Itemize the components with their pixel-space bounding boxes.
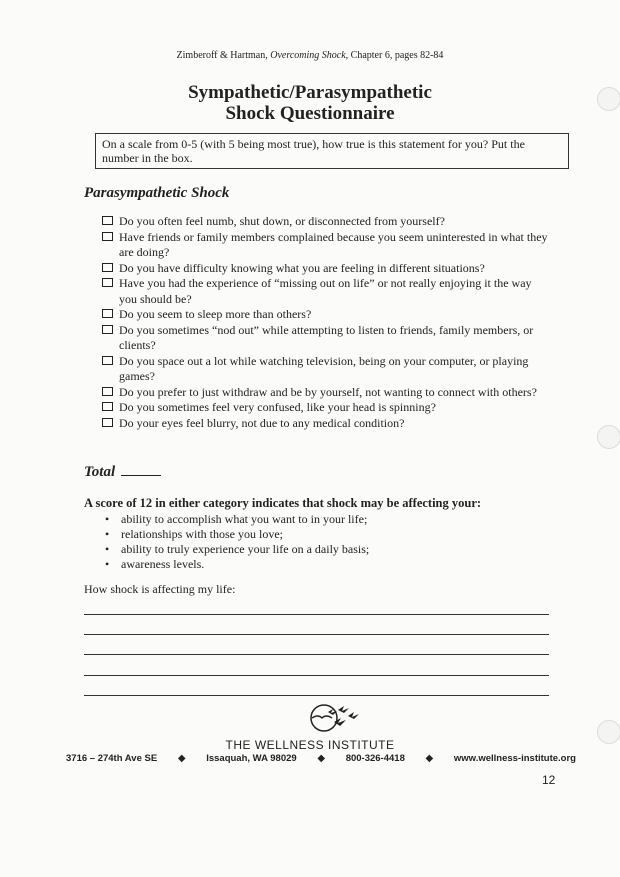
affecting-label: How shock is affecting my life: <box>84 582 236 596</box>
effect-item: • relationships with those you love; <box>105 527 369 542</box>
question-item <box>102 385 552 401</box>
question-text: Do you space out a lot while watching television, being on your computer, or playing games? <box>119 353 529 383</box>
question-text: Do you prefer to just withdraw and be by yourself, not wanting to connect with others? <box>119 384 537 399</box>
question-item <box>102 307 552 323</box>
question-item <box>102 400 552 416</box>
answer-line[interactable] <box>84 634 549 635</box>
question-text: Have friends or family members complained because you seem uninterested in what they are doing? <box>119 229 548 259</box>
diamond-icon: ◆ <box>425 753 434 764</box>
question-text: Do you sometimes feel very confused, like your head is spinning? <box>119 400 436 414</box>
question-item <box>102 323 552 354</box>
effect-item: • ability to truly experience your life on a daily basis; <box>105 542 369 557</box>
city: Issaquah, WA 98029 <box>206 753 297 764</box>
diamond-icon: ◆ <box>177 753 186 764</box>
website-link[interactable]: www.wellness-institute.org <box>453 753 576 764</box>
question-item <box>102 354 552 385</box>
question-item <box>102 276 552 307</box>
answer-line[interactable] <box>84 675 549 676</box>
effect-item: • awareness levels. <box>105 557 369 572</box>
phone: 800-326-4418 <box>345 753 405 764</box>
question-text: Do you sometimes “nod out” while attempting to listen to friends, family members, or clients? <box>119 322 534 352</box>
footer-contact <box>66 753 576 764</box>
question-item <box>102 416 552 432</box>
question-text: Do you seem to sleep more than others? <box>119 307 312 321</box>
answer-checkbox[interactable] <box>102 278 113 287</box>
answer-checkbox[interactable] <box>102 325 113 334</box>
diamond-icon: ◆ <box>317 753 326 764</box>
answer-checkbox[interactable] <box>102 232 113 241</box>
question-item <box>102 230 552 261</box>
answer-checkbox[interactable] <box>102 356 113 365</box>
address: 3716 – 274th Ave SE <box>66 753 158 764</box>
total-label: Total <box>84 464 161 481</box>
citation: Zimberoff & Hartman, Overcoming Shock, Chapter 6, pages 82-84 <box>176 50 444 61</box>
punch-hole <box>597 425 620 449</box>
answer-line[interactable] <box>84 654 549 655</box>
answer-checkbox[interactable] <box>102 402 113 411</box>
total-blank[interactable] <box>121 475 161 476</box>
answer-checkbox[interactable] <box>102 216 113 225</box>
answer-line[interactable] <box>84 695 549 696</box>
question-text: Do you have difficulty knowing what you are feeling in different situations? <box>119 260 485 275</box>
answer-line[interactable] <box>84 614 549 615</box>
section-heading: Parasympathetic Shock <box>84 185 230 201</box>
instruction-box: On a scale from 0-5 (with 5 being most true), how true is this statement for you? Put the number in the box. <box>95 133 569 169</box>
effects-list <box>105 512 369 572</box>
question-list <box>102 214 552 431</box>
score-text: A score of 12 in either category indicates that shock may be affecting your: <box>84 496 482 510</box>
page-title: Sympathetic/Parasympathetic Shock Questionnaire <box>188 82 432 124</box>
answer-checkbox[interactable] <box>102 387 113 396</box>
question-text: Do you often feel numb, shut down, or disconnected from yourself? <box>119 214 445 228</box>
question-item <box>102 214 552 230</box>
answer-checkbox[interactable] <box>102 418 113 427</box>
page-number: 12 <box>542 773 556 787</box>
question-text: Do your eyes feel blurry, not due to any medical condition? <box>119 415 405 430</box>
question-item <box>102 261 552 277</box>
institute-name: THE WELLNESS INSTITUTE <box>225 738 395 752</box>
question-text: Have you had the experience of “missing out on life” or not really enjoying it the way you should be? <box>119 276 532 306</box>
effect-item: • ability to accomplish what you want to in your life; <box>105 512 369 527</box>
answer-checkbox[interactable] <box>102 309 113 318</box>
wellness-institute-logo <box>298 700 362 734</box>
answer-checkbox[interactable] <box>102 263 113 272</box>
